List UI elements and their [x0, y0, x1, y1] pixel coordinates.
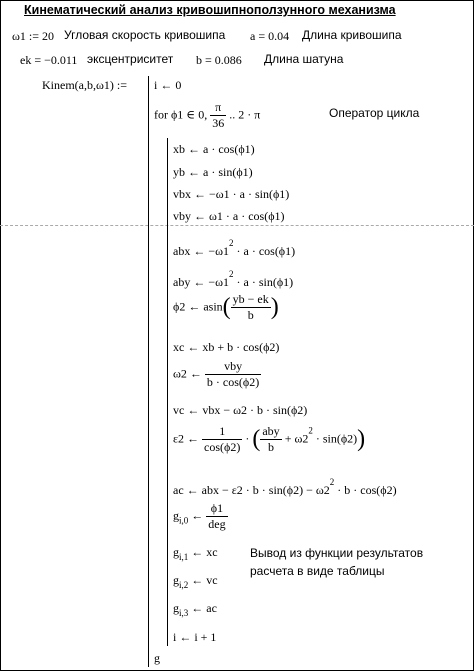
line-omega2[interactable] [173, 359, 261, 390]
eps2-num: 1 [219, 424, 226, 438]
ek-value[interactable]: ek = −0.011 [20, 53, 78, 67]
eps2-lhs: ε2 ← [173, 431, 200, 446]
phi2-lhs: ϕ2 ← asin [173, 299, 223, 314]
eps2-dot: · [245, 431, 250, 446]
g0-index: i,0 [179, 515, 189, 526]
eps2-paren-close: ) [357, 426, 366, 452]
g2-index: i,2 [179, 580, 189, 590]
ac-rhs: · b · cos(ϕ2) [337, 483, 397, 497]
loop-comment: Оператор цикла [329, 106, 420, 120]
g2-name: g [173, 573, 179, 587]
g0-num: ϕ1 [210, 501, 224, 515]
aby-square: 2 [229, 269, 234, 279]
b-value[interactable]: b = 0.086 [196, 53, 242, 67]
g1-name: g [173, 545, 179, 559]
g1-rhs: ← xc [191, 545, 218, 559]
line-vbx[interactable]: vbx ← −ω1 · a · sin(ϕ1) [173, 187, 290, 201]
page-break-line [0, 225, 474, 226]
omega2-fraction [205, 359, 261, 390]
ac-lhs: ac ← abx − ε2 · b · sin(ϕ2) − ω2 [173, 483, 330, 497]
eps2-inner-den: b [260, 439, 281, 455]
for-step-num: π [215, 100, 222, 114]
omega2-lhs: ω2 ← [173, 366, 202, 381]
loop-body-bar [167, 138, 168, 646]
phi2-den: b [231, 307, 271, 323]
eps2-sin: · sin(ϕ2) [315, 431, 358, 446]
abx-lhs: abx ← −ω1 [173, 244, 229, 258]
line-increment[interactable]: i ← i + 1 [173, 630, 217, 644]
phi2-paren-open: ( [222, 294, 231, 320]
eps2-inner-num: aby [262, 424, 280, 438]
omega1-description: Угловая скорость кривошипа [64, 28, 226, 42]
omega1-definition[interactable]: ω1 := 20 [12, 29, 54, 43]
line-yb[interactable]: yb ← a · sin(ϕ1) [173, 165, 253, 179]
eps2-paren-open: ( [252, 426, 261, 452]
g0-fraction [206, 501, 227, 532]
for-loop-header[interactable] [154, 100, 260, 131]
b-description: Длина шатуна [264, 52, 344, 66]
eps2-den: cos(ϕ2) [204, 440, 241, 454]
g3-index: i,3 [179, 608, 189, 618]
g0-name: g [173, 508, 179, 523]
return-g[interactable]: g [154, 651, 160, 665]
program-outer-bar [148, 76, 149, 667]
for-step-fraction [210, 100, 226, 131]
g2-rhs: ← vc [191, 573, 218, 587]
omega2-num: vby [224, 359, 243, 373]
aby-rhs: · a · sin(ϕ1) [236, 275, 294, 289]
line-eps2[interactable] [173, 424, 365, 455]
line-g0[interactable] [173, 501, 228, 532]
for-step-den: 36 [212, 116, 225, 130]
a-description: Длина кривошипа [302, 28, 402, 42]
page-title: Кинематический анализ кривошипноползунного механизма [24, 3, 396, 17]
phi2-fraction [231, 292, 271, 323]
line-xc[interactable]: xc ← xb + b · cos(ϕ2) [173, 340, 280, 354]
line-phi2[interactable] [173, 292, 279, 323]
eps2-square: 2 [308, 425, 313, 436]
g3-rhs: ← ac [191, 601, 217, 615]
line-vby[interactable]: vby ← ω1 · a · cos(ϕ1) [173, 209, 285, 223]
a-value[interactable]: a = 0.04 [250, 29, 290, 43]
g1-index: i,1 [179, 552, 189, 562]
omega2-den: b · cos(ϕ2) [206, 375, 260, 389]
line-xb[interactable]: xb ← a · cos(ϕ1) [173, 142, 255, 156]
output-comment-line2: расчета в виде таблицы [250, 564, 385, 578]
line-abx[interactable] [173, 238, 295, 259]
output-comment-line1: Вывод из функции результатов [250, 546, 424, 560]
eps2-fraction [202, 424, 242, 455]
abx-rhs: · a · cos(ϕ1) [236, 244, 296, 258]
line-aby[interactable] [173, 269, 293, 290]
for-prefix: for ϕ1 ∈ 0, [154, 107, 208, 122]
eps2-plus-omega: + ω2 [284, 431, 309, 446]
line-g1[interactable] [173, 545, 218, 562]
g0-den: deg [208, 517, 226, 531]
g3-name: g [173, 601, 179, 615]
aby-lhs: aby ← −ω1 [173, 275, 229, 289]
init-i[interactable]: i ← 0 [154, 78, 182, 92]
line-g3[interactable] [173, 601, 217, 618]
function-definition[interactable]: Kinem(a,b,ω1) := [42, 78, 127, 92]
line-ac[interactable] [173, 477, 397, 498]
line-g2[interactable] [173, 573, 218, 590]
g0-arrow: ← [191, 508, 204, 523]
phi2-num: yb − ek [232, 292, 269, 306]
for-suffix: .. 2 · π [229, 107, 261, 122]
ac-square: 2 [329, 477, 335, 487]
abx-square: 2 [229, 238, 234, 248]
eps2-inner-fraction [260, 424, 281, 455]
ek-description: эксцентриситет [87, 52, 174, 66]
line-vc[interactable]: vc ← vbx − ω2 · b · sin(ϕ2) [173, 403, 308, 417]
phi2-paren-close: ) [270, 294, 279, 320]
